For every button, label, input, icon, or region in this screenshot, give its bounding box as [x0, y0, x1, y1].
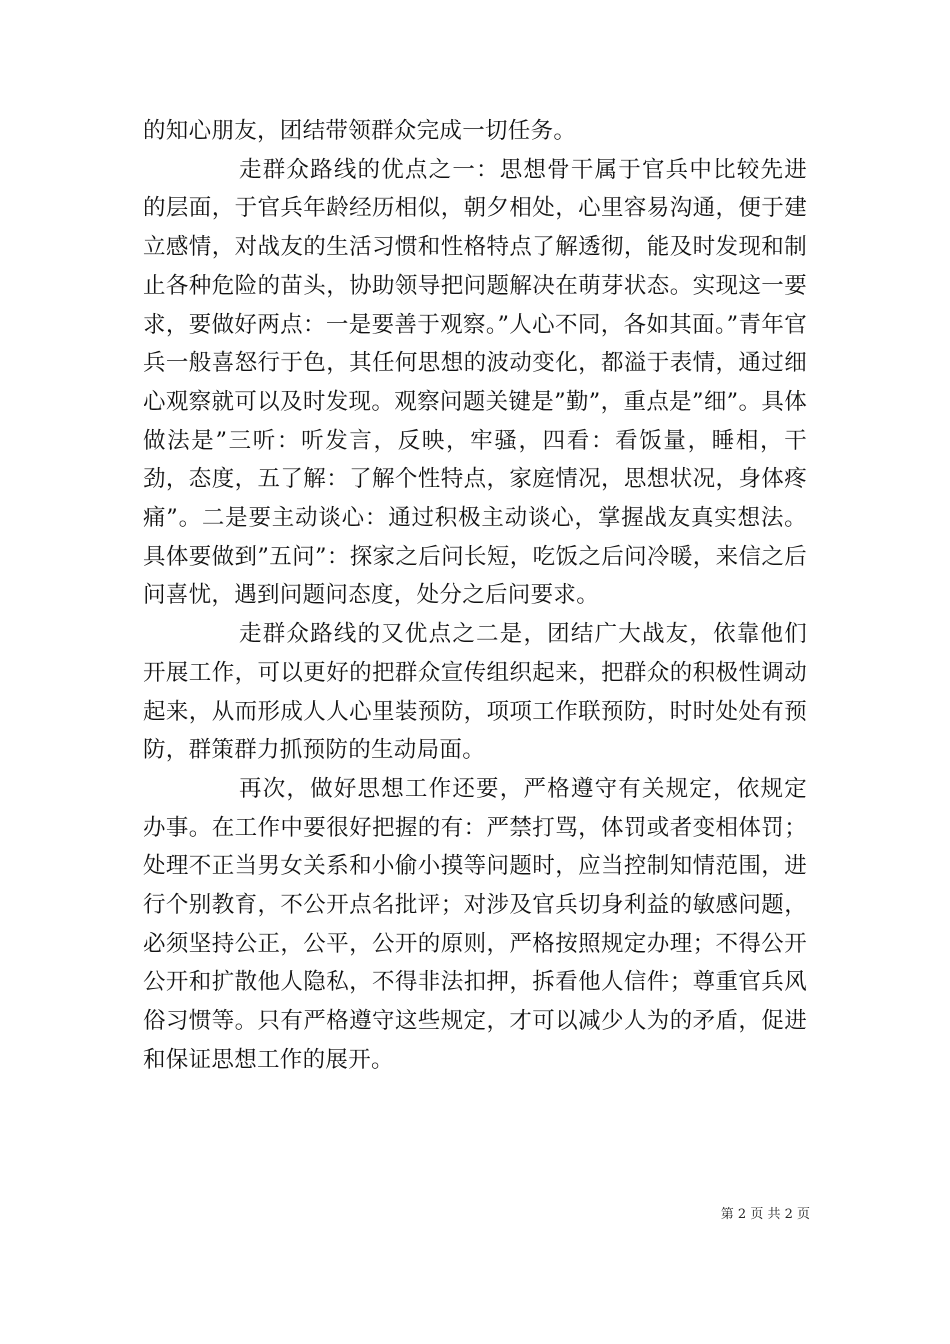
paragraph-continuation: 的知心朋友，团结带领群众完成一切任务。 — [143, 118, 577, 144]
document-body — [143, 112, 807, 1080]
paragraph-advantage-two: 走群众路线的又优点之二是，团结广大战友，依靠他们开展工作，可以更好的把群众宣传组织起来，把群众的积极性调动起来，从而形成人人心里装预防，项项工作联预防，时时处处有预防，群策群力抓预防的生动局面。 — [143, 621, 807, 764]
paragraph-advantage-one: 走群众路线的优点之一：思想骨干属于官兵中比较先进的层面，于官兵年龄经历相似，朝夕相处，心里容易沟通，便于建立感情，对战友的生活习惯和性格特点了解透彻，能及时发现和制止各种危险的苗头，协助领导把问题解决在萌芽状态。实现这一要求，要做好两点：一是要善于观察。”人心不同，各如其面。”青年官兵一般喜怒行于色，其任何思想的波动变化，都溢于表情，通过细心观察就可以及时发现。观察问题关键是”勤”，重点是”细”。具体做法是”三听：听发言，反映，牢骚，四看：看饭量，睡相，干劲，态度，五了解：了解个性特点，家庭情况，思想状况，身体疼痛”。二是要主动谈心：通过积极主动谈心，掌握战友真实想法。具体要做到”五问”：探家之后问长短，吃饭之后问冷暖，来信之后问喜忧，遇到问题问态度，处分之后问要求。 — [143, 156, 807, 609]
paragraph-regulations: 再次，做好思想工作还要，严格遵守有关规定，依规定办事。在工作中要很好把握的有：严禁打骂，体罚或者变相体罚；处理不正当男女关系和小偷小摸等问题时，应当控制知情范围，进行个别教育，不公开点名批评；对涉及官兵切身利益的敏感问题，必须坚持公正，公平，公开的原则，严格按照规定办理；不得公开公开和扩散他人隐私，不得非法扣押，拆看他人信件；尊重官兵风俗习惯等。只有严格遵守这些规定，才可以减少人为的矛盾，促进和保证思想工作的展开。 — [143, 775, 807, 1073]
page-number-footer: 第 2 页 共 2 页 — [720, 1207, 810, 1222]
